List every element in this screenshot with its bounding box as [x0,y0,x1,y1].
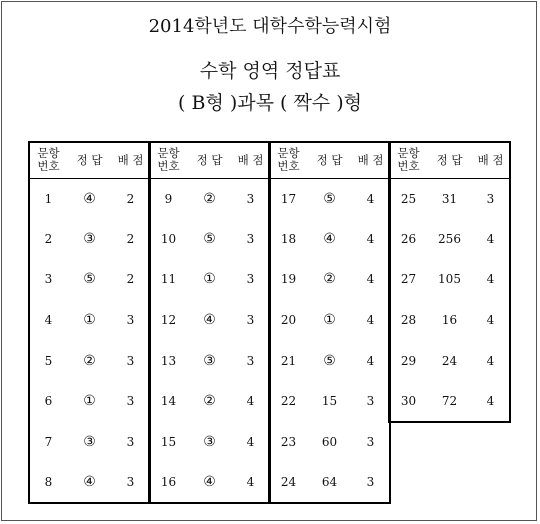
points-cell: 4 [472,259,510,300]
points-cell: 3 [112,340,150,381]
table-row [389,340,510,381]
column-header-points: 배 점 [472,142,510,178]
question-number: 30 [389,381,427,422]
column-header-points: 배 점 [232,142,270,178]
question-number: 26 [389,219,427,260]
table-row [389,219,510,260]
table-row [29,178,150,219]
question-number: 18 [269,219,307,260]
column-header-number: 문항 번호 [29,142,67,178]
table-row [149,462,270,503]
question-number: 12 [149,300,187,341]
type-title: ( B형 )과목 ( 짝수 )형 [178,92,362,114]
answer-cell: ② [83,352,96,369]
question-number: 14 [149,381,187,422]
table-row [269,462,390,503]
answer-cell: ⑤ [307,178,352,219]
table-row [389,381,510,422]
answer-cell: ③ [203,433,216,450]
answer-cell: ③ [83,230,96,247]
column-header-answer: 정 답 [427,142,472,178]
table-row [389,300,510,341]
answer-cell: ① [203,271,216,288]
question-number: 5 [29,340,67,381]
question-number: 2 [29,219,67,260]
points-cell: 4 [352,178,390,219]
table-row [389,259,510,300]
table-row [149,422,270,463]
points-cell: 3 [352,422,390,463]
points-cell: 3 [352,381,390,422]
points-cell: 2 [112,259,150,300]
answer-cell: 64 [307,462,352,503]
points-cell: 3 [232,300,270,341]
answer-cell: ① [323,312,336,329]
points-cell: 3 [232,219,270,260]
answer-cell: ③ [83,433,96,450]
answer-table-3 [268,141,391,504]
column-header-answer: 정 답 [67,142,112,178]
question-number: 6 [29,381,67,422]
answer-table-1 [28,141,151,504]
points-cell: 4 [352,259,390,300]
answer-cell: ② [187,178,232,219]
table-row [149,178,270,219]
answer-cell: ④ [323,230,336,247]
answer-cell: 16 [441,313,458,328]
answer-cell: ① [83,393,96,410]
question-number: 28 [389,300,427,341]
answer-table-4 [388,141,511,423]
question-number: 13 [149,340,187,381]
table-row [29,259,150,300]
points-cell: 3 [352,462,390,503]
points-cell: 4 [472,300,510,341]
points-cell: 3 [112,462,150,503]
points-cell: 3 [232,178,270,219]
points-cell: 4 [232,381,270,422]
answer-cell: 31 [427,178,472,219]
column-header-answer: 정 답 [187,142,232,178]
answer-cell: 72 [427,381,472,422]
points-cell: 4 [352,300,390,341]
points-cell: 3 [112,300,150,341]
column-header-number: 문항 번호 [389,142,427,178]
table-row [29,381,150,422]
answer-cell: ④ [187,462,232,503]
table-row [149,381,270,422]
column-header-points: 배 점 [112,142,150,178]
question-number: 25 [389,178,427,219]
points-cell: 4 [352,340,390,381]
subject-title: 수학 영역 정답표 [199,60,341,82]
column-header-number: 문항 번호 [269,142,307,178]
table-row [269,422,390,463]
question-number: 23 [269,422,307,463]
table-row [269,259,390,300]
question-number: 17 [269,178,307,219]
table-row [149,300,270,341]
answer-cell: ⑤ [323,352,336,369]
answer-cell: 60 [321,434,338,449]
points-cell: 3 [472,178,510,219]
question-number: 22 [269,381,307,422]
points-cell: 4 [352,219,390,260]
points-cell: 4 [472,219,510,260]
column-header-points: 배 점 [352,142,390,178]
answer-cell: ② [203,393,216,410]
table-row [269,340,390,381]
question-number: 3 [29,259,67,300]
question-number: 16 [149,462,187,503]
table-row [149,340,270,381]
question-number: 27 [389,259,427,300]
points-cell: 4 [232,422,270,463]
table-row [269,219,390,260]
answer-cell: ⑤ [203,230,216,247]
points-cell: 2 [112,219,150,260]
points-cell: 4 [472,340,510,381]
table-row [29,422,150,463]
answer-cell: 256 [438,231,461,246]
table-row [29,219,150,260]
question-number: 24 [269,462,307,503]
points-cell: 3 [232,259,270,300]
question-number: 19 [269,259,307,300]
question-number: 8 [29,462,67,503]
table-row [269,381,390,422]
answer-cell: ④ [203,312,216,329]
points-cell: 2 [112,178,150,219]
exam-title: 2014학년도 대학수학능력시험 [148,16,392,37]
points-cell: 3 [112,381,150,422]
table-row [149,259,270,300]
answer-cell: ③ [203,352,216,369]
table-row [389,178,510,219]
question-number: 9 [149,178,187,219]
question-number: 10 [149,219,187,260]
table-row [29,340,150,381]
table-row [269,178,390,219]
table-row [29,300,150,341]
answer-cell: ④ [67,462,112,503]
table-row [269,300,390,341]
answer-cell: 24 [441,353,458,368]
answer-cell: 15 [321,394,338,409]
question-number: 11 [149,259,187,300]
answer-cell: ⑤ [83,271,96,288]
answer-cell: 105 [438,272,461,287]
column-header-number: 문항 번호 [149,142,187,178]
answer-cell: ② [323,271,336,288]
question-number: 1 [29,178,67,219]
points-cell: 4 [472,381,510,422]
question-number: 29 [389,340,427,381]
points-cell: 3 [112,422,150,463]
answer-cell: ④ [67,178,112,219]
question-number: 21 [269,340,307,381]
question-number: 20 [269,300,307,341]
points-cell: 3 [232,340,270,381]
column-header-answer: 정 답 [307,142,352,178]
table-row [149,219,270,260]
question-number: 15 [149,422,187,463]
table-row [29,462,150,503]
answer-table-2 [148,141,271,504]
answer-cell: ① [83,312,96,329]
points-cell: 4 [232,462,270,503]
question-number: 7 [29,422,67,463]
question-number: 4 [29,300,67,341]
